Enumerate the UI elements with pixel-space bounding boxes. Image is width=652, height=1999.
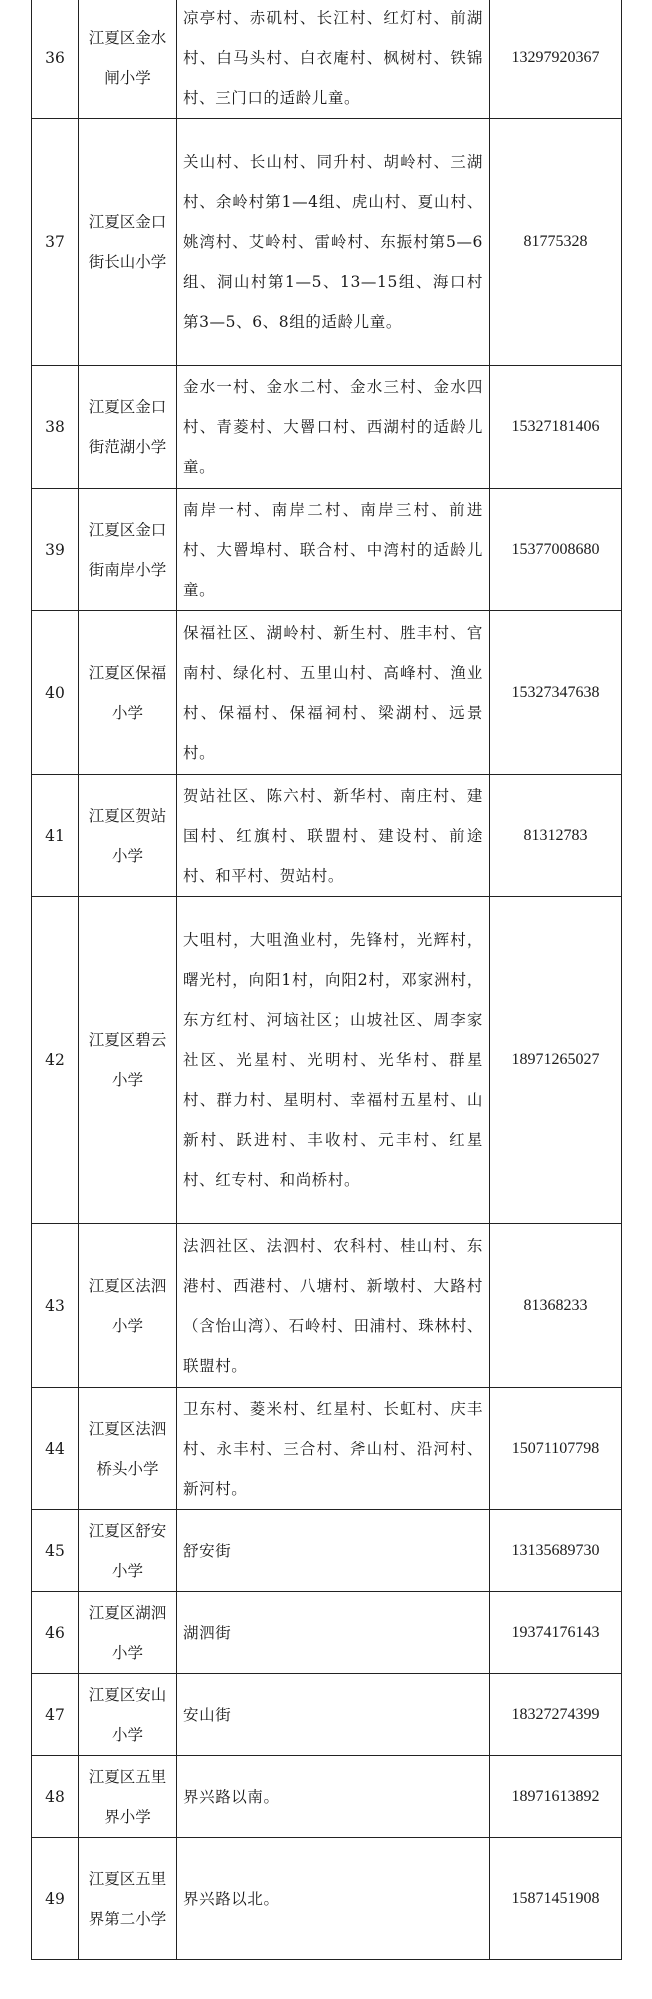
enrollment-area: 南岸一村、南岸二村、南岸三村、前进村、大罾埠村、联合村、中湾村的适龄儿童。	[177, 489, 490, 611]
school-name: 江夏区金口街南岸小学	[79, 489, 177, 611]
school-name: 江夏区金口街长山小学	[79, 119, 177, 366]
school-name: 江夏区贺站小学	[79, 775, 177, 897]
enrollment-area: 界兴路以南。	[177, 1756, 490, 1838]
school-name: 江夏区法泗小学	[79, 1224, 177, 1388]
school-name: 江夏区金水闸小学	[79, 0, 177, 119]
row-number: 37	[32, 119, 79, 366]
enrollment-area: 关山村、长山村、同升村、胡岭村、三湖村、余岭村第1—4组、虎山村、夏山村、姚湾村、艾岭村、雷岭村、东振村第5—6组、洞山村第1—5、13—15组、海口村第3—5、6、8组的适龄儿童。	[177, 119, 490, 366]
contact-phone: 13297920367	[490, 0, 622, 119]
row-number: 47	[32, 1674, 79, 1756]
enrollment-area: 大咀村，大咀渔业村，先锋村，光辉村，曙光村，向阳1村，向阳2村，邓家洲村，东方红村、河垴社区；山坡社区、周李家社区、光星村、光明村、光华村、群星村、群力村、星明村、幸福村五星村、山新村、跃进村、丰收村、元丰村、红星村、红专村、和尚桥村。	[177, 897, 490, 1224]
row-number: 42	[32, 897, 79, 1224]
school-name: 江夏区五里界第二小学	[79, 1838, 177, 1960]
school-name: 江夏区保福小学	[79, 611, 177, 775]
contact-phone: 15871451908	[490, 1838, 622, 1960]
table-row	[32, 611, 622, 775]
contact-phone: 18971613892	[490, 1756, 622, 1838]
table-row	[32, 1510, 622, 1592]
contact-phone: 15377008680	[490, 489, 622, 611]
school-name: 江夏区金口街范湖小学	[79, 366, 177, 489]
school-name: 江夏区五里界小学	[79, 1756, 177, 1838]
enrollment-area: 法泗社区、法泗村、农科村、桂山村、东港村、西港村、八塘村、新墩村、大路村（含怡山湾）、石岭村、田浦村、珠林村、联盟村。	[177, 1224, 490, 1388]
school-district-table	[31, 0, 622, 1960]
enrollment-area: 金水一村、金水二村、金水三村、金水四村、青菱村、大罾口村、西湖村的适龄儿童。	[177, 366, 490, 489]
enrollment-area: 界兴路以北。	[177, 1838, 490, 1960]
table-row	[32, 1756, 622, 1838]
enrollment-area: 安山街	[177, 1674, 490, 1756]
contact-phone: 81312783	[490, 775, 622, 897]
row-number: 43	[32, 1224, 79, 1388]
school-name: 江夏区安山小学	[79, 1674, 177, 1756]
school-name: 江夏区法泗桥头小学	[79, 1388, 177, 1510]
table-row	[32, 1388, 622, 1510]
row-number: 38	[32, 366, 79, 489]
contact-phone: 15327181406	[490, 366, 622, 489]
contact-phone: 15327347638	[490, 611, 622, 775]
row-number: 49	[32, 1838, 79, 1960]
table-row	[32, 775, 622, 897]
table-row	[32, 0, 622, 119]
enrollment-area: 舒安街	[177, 1510, 490, 1592]
contact-phone: 81368233	[490, 1224, 622, 1388]
row-number: 41	[32, 775, 79, 897]
table-row	[32, 1592, 622, 1674]
table-body	[32, 0, 622, 1960]
enrollment-area: 湖泗街	[177, 1592, 490, 1674]
enrollment-area: 贺站社区、陈六村、新华村、南庄村、建国村、红旗村、联盟村、建设村、前途村、和平村、贺站村。	[177, 775, 490, 897]
table-row	[32, 897, 622, 1224]
table-row	[32, 1838, 622, 1960]
enrollment-area: 凉亭村、赤矶村、长江村、红灯村、前湖村、白马头村、白衣庵村、枫树村、铁锦村、三门口的适龄儿童。	[177, 0, 490, 119]
contact-phone: 19374176143	[490, 1592, 622, 1674]
table-row	[32, 1224, 622, 1388]
school-name: 江夏区碧云小学	[79, 897, 177, 1224]
enrollment-area: 保福社区、湖岭村、新生村、胜丰村、官南村、绿化村、五里山村、高峰村、渔业村、保福村、保福祠村、梁湖村、远景村。	[177, 611, 490, 775]
row-number: 36	[32, 0, 79, 119]
contact-phone: 15071107798	[490, 1388, 622, 1510]
contact-phone: 18971265027	[490, 897, 622, 1224]
row-number: 46	[32, 1592, 79, 1674]
table-row	[32, 119, 622, 366]
row-number: 48	[32, 1756, 79, 1838]
row-number: 45	[32, 1510, 79, 1592]
row-number: 40	[32, 611, 79, 775]
enrollment-area: 卫东村、菱米村、红星村、长虹村、庆丰村、永丰村、三合村、斧山村、沿河村、新河村。	[177, 1388, 490, 1510]
table-row	[32, 366, 622, 489]
contact-phone: 13135689730	[490, 1510, 622, 1592]
table-row	[32, 1674, 622, 1756]
school-name: 江夏区舒安小学	[79, 1510, 177, 1592]
row-number: 39	[32, 489, 79, 611]
school-name: 江夏区湖泗小学	[79, 1592, 177, 1674]
contact-phone: 18327274399	[490, 1674, 622, 1756]
contact-phone: 81775328	[490, 119, 622, 366]
row-number: 44	[32, 1388, 79, 1510]
table-row	[32, 489, 622, 611]
